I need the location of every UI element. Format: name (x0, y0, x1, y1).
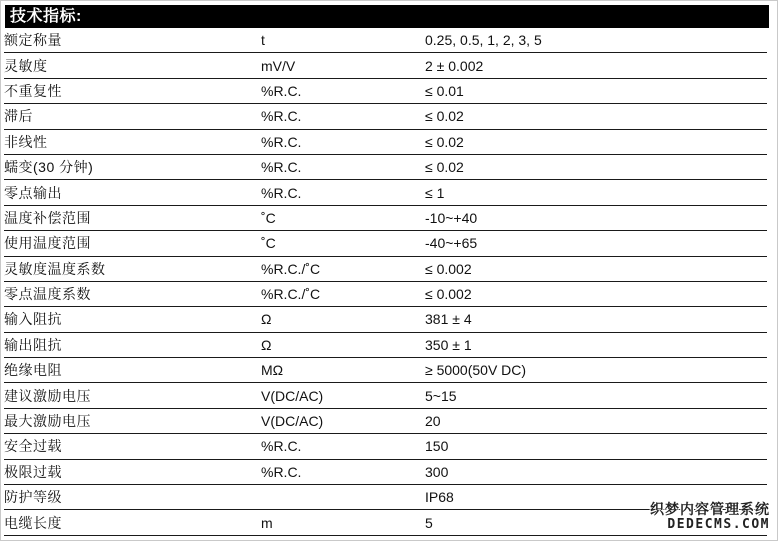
spec-value: 300 (425, 459, 767, 484)
spec-value: 0.25, 0.5, 1, 2, 3, 5 (425, 28, 767, 53)
spec-label: 非线性 (4, 129, 261, 154)
spec-value: ≤ 0.002 (425, 281, 767, 306)
spec-unit: V(DC/AC) (261, 408, 425, 433)
spec-label: 输出阻抗 (4, 332, 261, 357)
spec-label: 极限过载 (4, 459, 261, 484)
spec-unit: %R.C. (261, 180, 425, 205)
section-title: 技术指标: (10, 8, 82, 25)
table-row (4, 78, 767, 103)
table-row (4, 434, 767, 459)
spec-table-body (4, 28, 767, 535)
spec-value: 350 ± 1 (425, 332, 767, 357)
spec-unit: %R.C./˚C (261, 256, 425, 281)
spec-unit: %R.C./˚C (261, 281, 425, 306)
spec-unit: ˚C (261, 205, 425, 230)
spec-label: 建议激励电压 (4, 383, 261, 408)
spec-label: 零点输出 (4, 180, 261, 205)
table-row (4, 180, 767, 205)
spec-value: 2 ± 0.002 (425, 53, 767, 78)
spec-table (4, 28, 767, 536)
table-row (4, 383, 767, 408)
spec-value: 150 (425, 434, 767, 459)
table-row (4, 256, 767, 281)
table-row (4, 332, 767, 357)
spec-value: ≤ 0.01 (425, 78, 767, 103)
spec-label: 零点温度系数 (4, 281, 261, 306)
table-row (4, 154, 767, 179)
spec-value: IP68 (425, 485, 767, 510)
spec-unit: V(DC/AC) (261, 383, 425, 408)
spec-unit: %R.C. (261, 154, 425, 179)
section-header (5, 5, 769, 28)
spec-label: 使用温度范围 (4, 231, 261, 256)
spec-value: -10~+40 (425, 205, 767, 230)
table-row (4, 129, 767, 154)
spec-value: ≤ 0.02 (425, 104, 767, 129)
spec-value: 381 ± 4 (425, 307, 767, 332)
spec-label: 灵敏度 (4, 53, 261, 78)
spec-unit: %R.C. (261, 104, 425, 129)
spec-value: ≤ 0.002 (425, 256, 767, 281)
spec-label: 绝缘电阻 (4, 358, 261, 383)
spec-label: 最大激励电压 (4, 408, 261, 433)
spec-label: 蠕变(30 分钟) (4, 154, 261, 179)
table-row (4, 53, 767, 78)
spec-label: 输入阻抗 (4, 307, 261, 332)
spec-label: 灵敏度温度系数 (4, 256, 261, 281)
spec-label: 安全过载 (4, 434, 261, 459)
spec-unit: %R.C. (261, 459, 425, 484)
spec-unit: m (261, 510, 425, 535)
spec-value: 20 (425, 408, 767, 433)
spec-value: ≥ 5000(50V DC) (425, 358, 767, 383)
spec-value: ≤ 0.02 (425, 129, 767, 154)
spec-unit: Ω (261, 307, 425, 332)
spec-unit: mV/V (261, 53, 425, 78)
table-row (4, 281, 767, 306)
spec-label: 防护等级 (4, 485, 261, 510)
spec-unit: Ω (261, 332, 425, 357)
spec-value: 5~15 (425, 383, 767, 408)
table-row (4, 459, 767, 484)
watermark-cn-text: 织梦内容管理系统 (650, 501, 770, 518)
spec-label: 额定称量 (4, 28, 261, 53)
spec-value: -40~+65 (425, 231, 767, 256)
spec-label: 不重复性 (4, 78, 261, 103)
table-row (4, 358, 767, 383)
table-row (4, 205, 767, 230)
spec-value: 5 (425, 510, 767, 535)
table-row (4, 104, 767, 129)
spec-unit: ˚C (261, 231, 425, 256)
spec-label: 滞后 (4, 104, 261, 129)
spec-unit (261, 485, 425, 510)
table-row (4, 28, 767, 53)
watermark (650, 502, 770, 532)
spec-unit: %R.C. (261, 129, 425, 154)
spec-unit: %R.C. (261, 78, 425, 103)
table-row (4, 231, 767, 256)
watermark-domain-text: DEDECMS.COM (667, 516, 770, 532)
spec-value: ≤ 0.02 (425, 154, 767, 179)
table-row (4, 408, 767, 433)
spec-label: 温度补偿范围 (4, 205, 261, 230)
spec-unit: t (261, 28, 425, 53)
spec-label: 电缆长度 (4, 510, 261, 535)
spec-unit: %R.C. (261, 434, 425, 459)
spec-value: ≤ 1 (425, 180, 767, 205)
table-row (4, 307, 767, 332)
spec-unit: MΩ (261, 358, 425, 383)
